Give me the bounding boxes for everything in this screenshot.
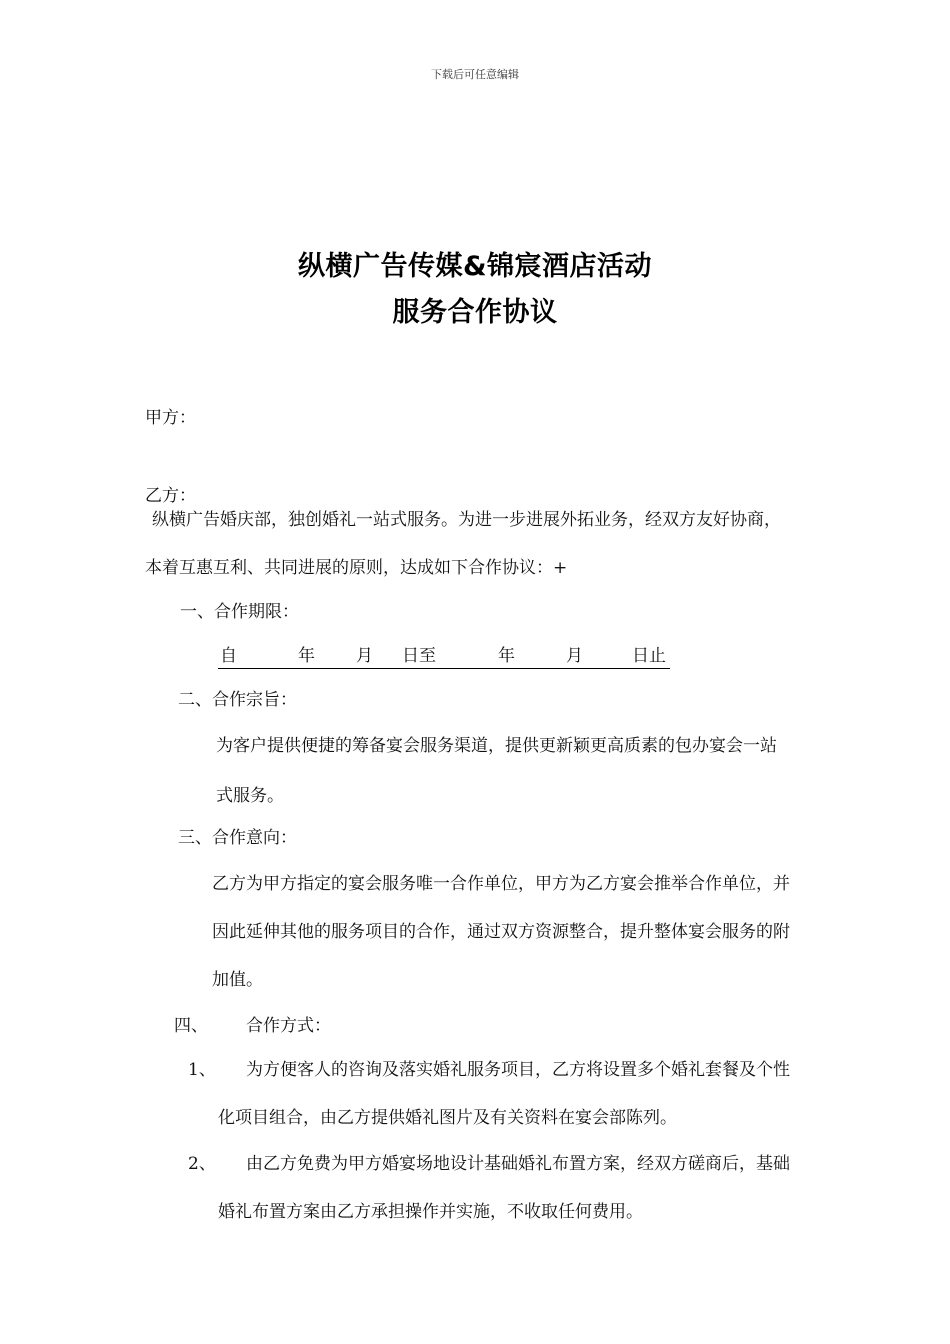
section-4-item-1-number: 1、: [188, 1060, 216, 1080]
section-2-heading: 二、合作宗旨：: [178, 690, 297, 710]
section-3-line-2: 因此延伸其他的服务项目的合作，通过双方资源整合，提升整体宴会服务的附: [212, 922, 790, 942]
section-1-heading: 一、合作期限：: [180, 602, 299, 622]
party-b-label: 乙方：: [145, 486, 196, 506]
term-date-fields: [218, 644, 670, 669]
section-4-heading-number: 四、: [174, 1016, 208, 1036]
intro-line-2: 本着互惠互利、共同进展的原则，达成如下合作协议：+: [145, 558, 568, 578]
section-4-item-2-line-1: 由乙方免费为甲方婚宴场地设计基础婚礼布置方案，经双方磋商后，基础: [246, 1154, 790, 1174]
intro-line-1: 纵横广告婚庆部，独创婚礼一站式服务。为进一步进展外拓业务，经双方友好协商，: [152, 510, 781, 530]
section-4-item-1-line-1: 为方便客人的咨询及落实婚礼服务项目，乙方将设置多个婚礼套餐及个性: [246, 1060, 790, 1080]
document-title-line2: 服务合作协议: [392, 297, 558, 328]
date-field-day-to: 日至: [402, 646, 436, 666]
date-field-month-start: 月: [356, 646, 373, 666]
date-field-day-end: 日止: [632, 646, 666, 666]
date-field-year-end: 年: [498, 646, 515, 666]
section-3-line-1: 乙方为甲方指定的宴会服务唯一合作单位，甲方为乙方宴会推举合作单位，并: [212, 874, 790, 894]
section-2-line-1: 为客户提供便捷的筹备宴会服务渠道，提供更新颖更高质素的包办宴会一站: [216, 736, 777, 756]
section-4-item-2-number: 2、: [188, 1154, 216, 1174]
section-4-heading-text: 合作方式：: [246, 1016, 331, 1036]
page-header-note: 下载后可任意编辑: [431, 68, 519, 81]
section-4-item-2-line-2: 婚礼布置方案由乙方承担操作并实施，不收取任何费用。: [218, 1202, 643, 1222]
section-3-heading: 三、合作意向：: [178, 828, 297, 848]
date-field-month-end: 月: [566, 646, 583, 666]
date-field-from: 自: [220, 646, 237, 666]
section-2-line-2: 式服务。: [216, 786, 284, 806]
section-4-item-1-line-2: 化项目组合，由乙方提供婚礼图片及有关资料在宴会部陈列。: [218, 1108, 677, 1128]
date-field-year-start: 年: [298, 646, 315, 666]
party-a-label: 甲方：: [145, 408, 196, 428]
document-title-line1: 纵横广告传媒&锦宸酒店活动: [297, 251, 653, 282]
section-3-line-3: 加值。: [212, 970, 263, 990]
